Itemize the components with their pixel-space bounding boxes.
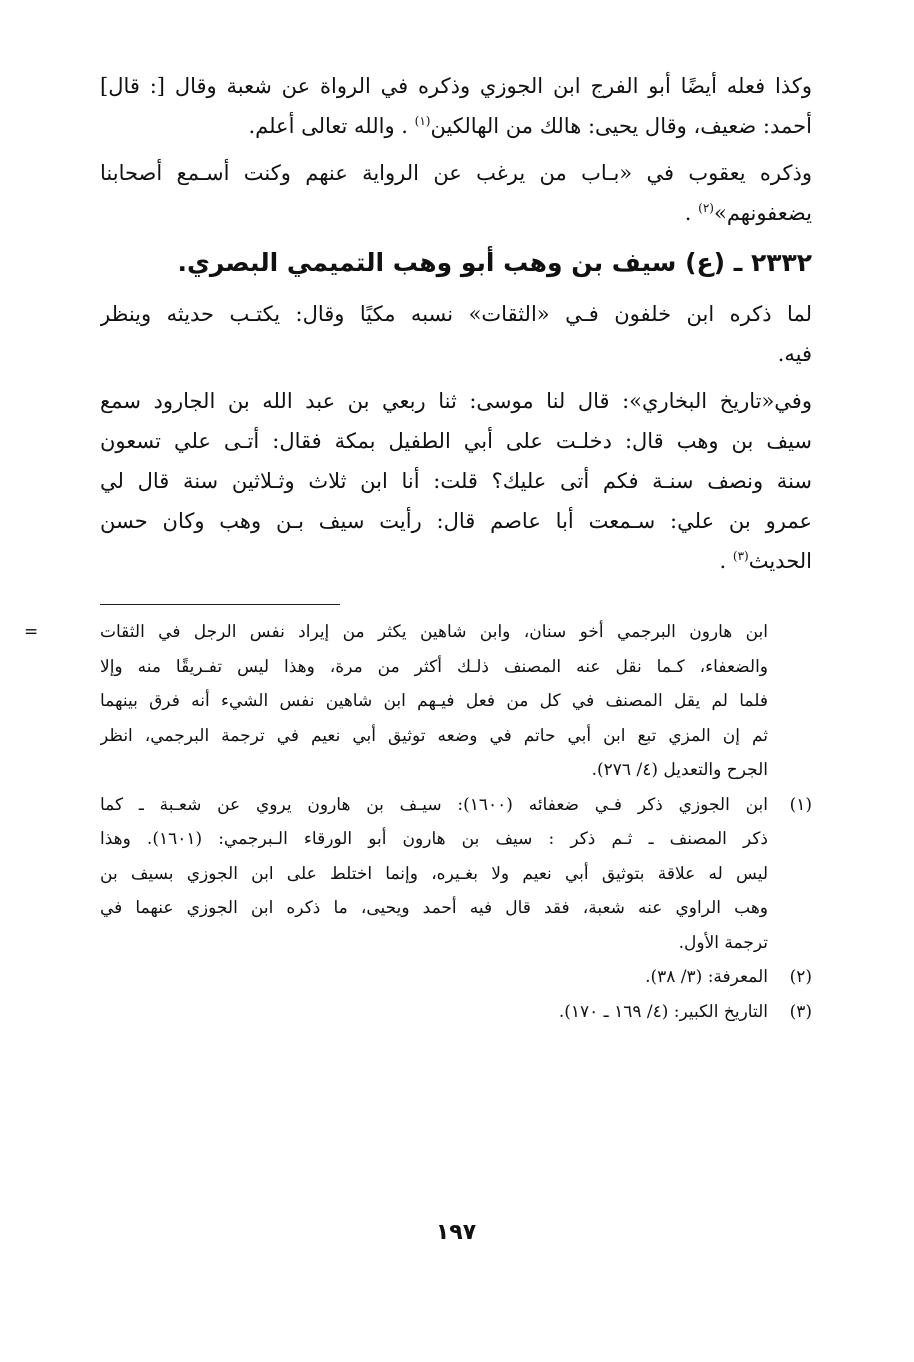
text-line xyxy=(100,193,812,233)
footnote-line: التاريخ الكبير: (٤/ ١٦٩ ـ ١٧٠). xyxy=(558,1001,768,1022)
footnote-line: الجرح والتعديل (٤/ ٢٧٦). xyxy=(591,760,768,780)
footnote-line: ثم إن المزي تبع ابن أبي حاتم في وضعه توثيق أبي نعيم في ترجمة البرجمي، انظر xyxy=(100,725,768,746)
footnote-number: (٣) xyxy=(789,1001,812,1022)
footnote-text xyxy=(100,995,768,1030)
text-line: سيف بن وهب قال: دخلـت على أبي الطفيل بمكة فقال: أتـى علي تسعون xyxy=(100,429,812,453)
footnote-text xyxy=(100,788,768,961)
page-number: ١٩٧ xyxy=(435,1220,477,1245)
paragraph-yaqub xyxy=(100,153,812,233)
footnote-ref: (١) xyxy=(414,114,431,128)
footnote-text xyxy=(100,960,768,995)
footnote-line: ذكر المصنف ـ ثـم ذكر : سيف بن هارون أبو الورقاء الـبرجمي: (١٦٠١). وهذا xyxy=(100,829,768,849)
book-page xyxy=(24,66,812,1346)
footnote-separator-wrap xyxy=(100,588,812,613)
text-fragment: أحمد: ضعيف، وقال يحيى: هالك من الهالكين xyxy=(430,114,812,138)
footnote-line: ابن الجوزي ذكر فـي ضعفائه (١٦٠٠): سيـف بن هارون يروي عن شعـبة ـ كما xyxy=(100,794,768,815)
footnote-separator xyxy=(100,604,340,605)
footnote-line: فلما لم يقل المصنف في كل من فعل فيـهم ابن شاهين نفس الشيء أنه فرق بينهما xyxy=(100,691,768,711)
text-fragment: الحديث xyxy=(748,549,812,573)
text-line: وفي«تاريخ البخاري»: قال لنا موسى: ثنا ربعي بن عبد الله بن الجارود سمع xyxy=(100,389,812,413)
footnotes xyxy=(24,615,812,1029)
text-fragment: . xyxy=(719,549,733,573)
text-fragment: . xyxy=(684,201,699,225)
text-line: لما ذكره ابن خلفون فـي «الثقات» نسبه مكيًا وقال: يكتـب حديثه وينظر xyxy=(100,302,812,326)
text-line: عمرو بن علي: سـمعت أبا عاصم قال: رأيت سيف بـن وهب وكان حسن xyxy=(100,509,812,533)
footnote-number: (٢) xyxy=(789,967,812,987)
text-line: وذكره يعقوب في «بـاب من يرغب عن الرواية عنهم وكنت أسـمع أصحابنا xyxy=(100,161,812,185)
paragraph-ibn-khalfun xyxy=(100,294,812,374)
footnote-line: والضعفاء، كـما نقل عنه المصنف ذلـك أكثر من مرة، وهذا ليس تفـريقًا منه وإلا xyxy=(100,656,768,677)
text-fragment: . والله تعالى أعلم. xyxy=(248,114,415,138)
footnote-2 xyxy=(100,960,812,995)
entry-heading: ٢٣٣٢ ـ (ع) سيف بن وهب أبو وهب التميمي البصري. xyxy=(177,248,812,277)
footnote-line: المعرفة: (٣/ ٣٨). xyxy=(645,967,768,987)
continuation-mark: = xyxy=(24,622,39,642)
paragraph-continuation xyxy=(100,66,812,146)
text-line: فيه. xyxy=(777,342,812,366)
footnote-line: وهب الراوي عنه شعبة، فقد قال فيه أحمد ويحيى، ما ذكره ابن الجوزي عنهما في xyxy=(100,898,768,918)
footnote-number: (١) xyxy=(789,794,812,815)
footnote-line: ليس له علاقة بتوثيق أبي نعيم ولا بغـيره، وإنما اختلط على ابن الجوزي بسيف بن xyxy=(100,863,768,884)
footnote-3 xyxy=(100,995,812,1030)
footnote-ref: (٣) xyxy=(732,549,749,563)
footnote-continued xyxy=(24,615,812,788)
paragraph-bukhari xyxy=(100,381,812,581)
text-line xyxy=(100,106,812,146)
footnote-1 xyxy=(100,788,812,961)
footnote-ref: (٢) xyxy=(698,201,714,215)
footnote-line: ابن هارون البرجمي أخو سنان، وابن شاهين يكثر من إيراد نفس الرجل في الثقات xyxy=(100,622,768,642)
text-line: وكذا فعله أيضًا أبو الفرج ابن الجوزي وذكره في الرواة عن شعبة وقال [: قال] xyxy=(100,74,812,98)
text-line xyxy=(100,541,812,581)
text-fragment: يضعفونهم» xyxy=(713,201,812,225)
footnote-line: ترجمة الأول. xyxy=(678,932,768,953)
text-line: سنة ونصف سنـة فكم أتى عليك؟ قلت: أنا ابن ثلاث وثـلاثين سنة قال لي xyxy=(100,469,812,493)
